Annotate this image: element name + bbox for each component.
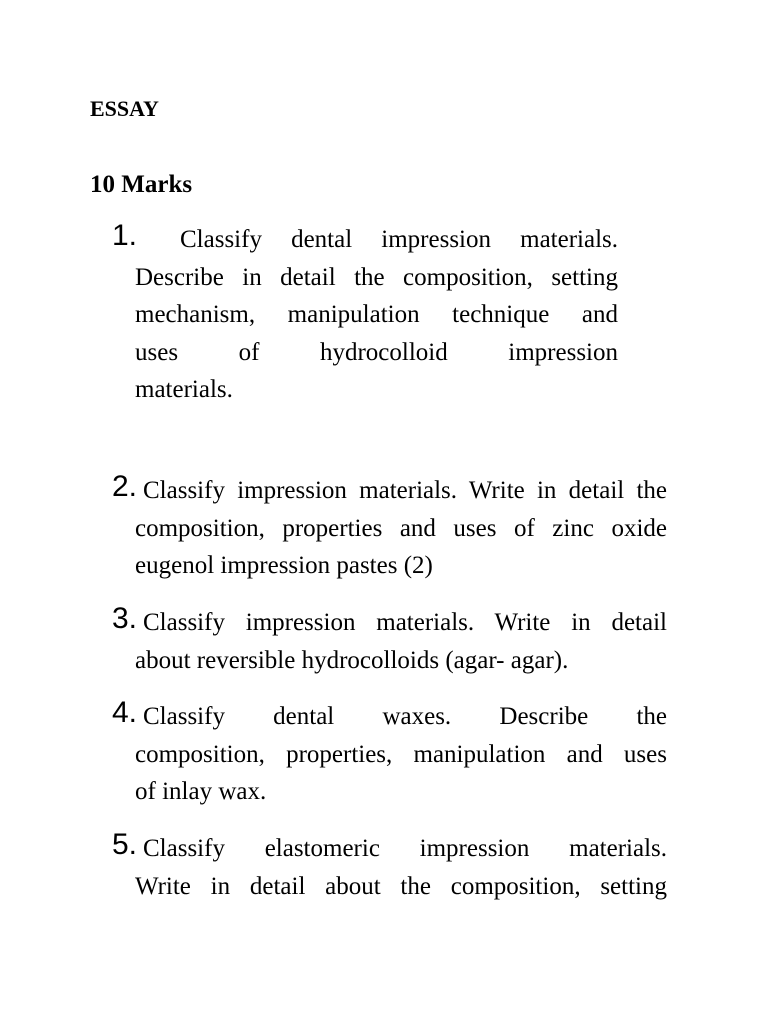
question-text-line: Classify dental waxes. Describe the bbox=[143, 703, 667, 730]
question-text-line: Classify elastomeric impression materials. bbox=[143, 835, 667, 862]
question-text-line: Classify dental impression materials. bbox=[180, 226, 618, 253]
question-text-line: of inlay wax. bbox=[135, 778, 267, 805]
question-text-line: uses of hydrocolloid impression bbox=[135, 338, 618, 366]
marks-heading: 10 Marks bbox=[90, 171, 193, 198]
question-text-line: materials. bbox=[135, 376, 233, 403]
question-item-2 bbox=[112, 470, 667, 585]
question-item-3 bbox=[112, 602, 667, 679]
question-text-line: Describe in detail the composition, setting bbox=[135, 263, 618, 291]
question-number: 3. bbox=[112, 602, 138, 635]
question-text-line: composition, properties, manipulation and uses bbox=[135, 740, 667, 768]
question-text-line: eugenol impression pastes (2) bbox=[135, 552, 433, 579]
question-text-line: composition, properties and uses of zinc oxide bbox=[135, 514, 667, 542]
question-number: 5. bbox=[112, 828, 138, 861]
section-heading-essay: ESSAY bbox=[90, 96, 159, 121]
question-text-line: Classify impression materials. Write in detail bbox=[143, 609, 667, 636]
question-number: 2. bbox=[112, 470, 138, 503]
question-number: 4. bbox=[112, 696, 138, 729]
question-item-5 bbox=[112, 828, 667, 905]
question-item-4 bbox=[112, 696, 667, 811]
question-text-line: mechanism, manipulation technique and bbox=[135, 301, 618, 328]
question-text-line: about reversible hydrocolloids (agar- agar). bbox=[135, 646, 569, 674]
question-text-line: Write in detail about the composition, setting bbox=[135, 872, 667, 900]
question-text-line: Classify impression materials. Write in detail the bbox=[143, 477, 667, 504]
question-number: 1. bbox=[112, 219, 138, 252]
question-item-1 bbox=[112, 219, 618, 409]
